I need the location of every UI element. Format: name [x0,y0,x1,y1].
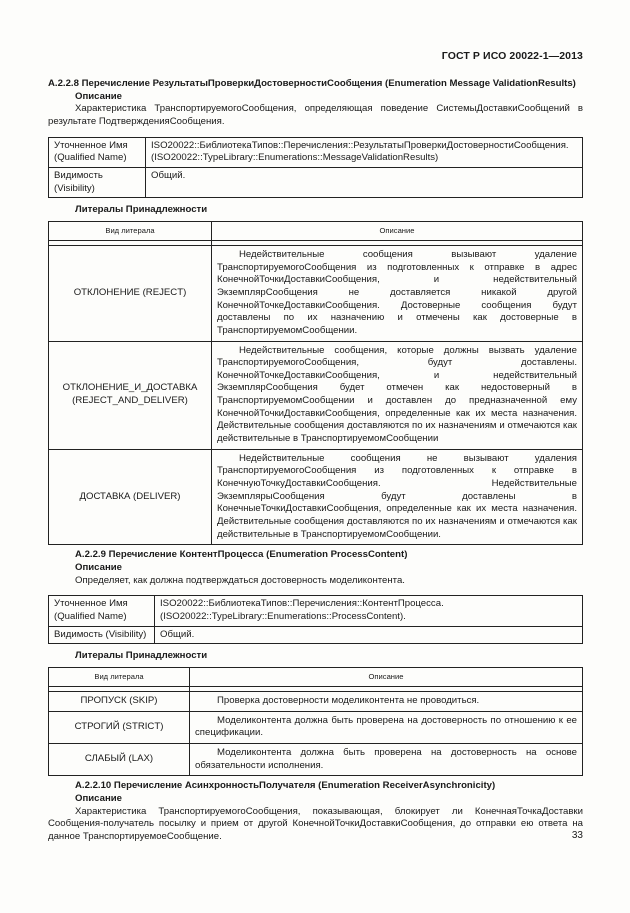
description-label: Описание [75,792,122,804]
literals-table [48,221,583,545]
literal-kind: ДОСТАВКА (DELIVER) [49,449,212,545]
page-content [48,78,583,844]
meta-key: Видимость (Visibility) [49,626,155,644]
section-title: A.2.2.9 Перечисление КонтентПроцесса (Enumeration ProcessContent) [75,549,408,561]
description-text: Характеристика ТранспортируемогоСообщения, определяющая поведение СистемыДоставкиСообщений в результате ПодтвержденияСообщения. [48,103,583,127]
literals-title: Литералы Принадлежности [75,650,208,662]
table-row [49,743,583,775]
literal-kind: ОТКЛОНЕНИЕ (REJECT) [49,245,212,341]
meta-key: Уточненное Имя (Qualified Name) [49,596,155,626]
table-row [49,691,583,711]
literals-table [48,667,583,776]
literal-desc: Моделиконтента должна быть проверена на достоверность по отношению к ее спецификации. [190,711,583,743]
column-header: Описание [190,667,583,686]
meta-row [49,596,583,626]
meta-row [49,137,583,167]
section-title: A.2.2.10 Перечисление АсинхронностьПолучателя (Enumeration ReceiverAsynchronicity) [75,780,496,792]
meta-table [48,595,583,644]
meta-key: Видимость (Visibility) [49,167,146,197]
table-row [49,711,583,743]
meta-value: ISO20022::БиблиотекаТипов::Перечисления::КонтентПроцесса. (ISO20022::TypeLibrary::Enumerations::ProcessContent). [155,596,583,626]
meta-value: ISO20022::БиблиотекаТипов::Перечисления::РезультатыПроверкиДостоверностиСообщения. (ISO20022::TypeLibrary::Enumerations::MessageValidationResults) [146,137,583,167]
table-row [49,341,583,449]
meta-table [48,137,583,199]
literal-desc: Проверка достоверности моделиконтента не проводиться. [190,691,583,711]
literal-kind: ОТКЛОНЕНИЕ_И_ДОСТАВКА (REJECT_AND_DELIVER) [49,341,212,449]
description-label: Описание [75,90,122,102]
literal-desc: Моделиконтента должна быть проверена на достоверность на основе обязательности исполнения. [190,743,583,775]
column-header: Описание [212,221,583,240]
description-label: Описание [75,562,122,574]
column-header: Вид литерала [49,667,190,686]
meta-row [49,167,583,197]
description-text: Определяет, как должна подтверждаться достоверность моделиконтента. [75,574,405,586]
meta-value: Общий. [155,626,583,644]
description-text: Характеристика ТранспортируемогоСообщения, показывающая, блокирует ли КонечнаяТочкаДоставки Сообщения-получатель посылку и прием от другой КонечнойТочкиДоставкиСообщения, до отправки ею ответа на данное ТранспортируемоеСообщение. [48,805,583,842]
literal-kind: ПРОПУСК (SKIP) [49,691,190,711]
literal-desc: Недействительные сообщения не вызывают удаления ТранспортируемогоСообщения из подготовленных к отправке в КонечнуюТочкуДоставкиСообщения. Недействительные ЭкземплярыСообщения будут доставлены в КонечныеТочкиДоставкиСообщения, определенные как их места назначения. Действительные сообщения доставляются по их назначениям и отмечаются как действительные в ТранспортируемомСообщении. [212,449,583,545]
table-row [49,245,583,341]
page-number: 33 [571,830,583,841]
page-header: ГОСТ Р ИСО 20022-1—2013 [441,50,583,62]
section-title: A.2.2.8 Перечисление РезультатыПроверкиДостоверностиСообщения (Enumeration Message ValidationResults) [48,78,576,89]
meta-key: Уточненное Имя (Qualified Name) [49,137,146,167]
column-header: Вид литерала [49,221,212,240]
meta-row [49,626,583,644]
literal-kind: СЛАБЫЙ (LAX) [49,743,190,775]
meta-value: Общий. [146,167,583,197]
literals-header-row [49,667,583,686]
literal-kind: СТРОГИЙ (STRICT) [49,711,190,743]
table-row [49,449,583,545]
literals-title: Литералы Принадлежности [75,204,208,216]
literal-desc: Недействительные сообщения, которые должны вызвать удаление ТранспортируемогоСообщения, будут доставлены. КонечнойТочкеДоставкиСообщения, и недействительный ЭкземплярСообщения будет отмечен как недостоверный в ТранспортируемомСообщении и доставлен до предназначенной ему КонечнойТочкиДоставкиСообщения, определенные как их места назначения. Действительные сообщения доставляются по их назначениям и отмечаются как действительные в ТранспортируемомСообщении [212,341,583,449]
literals-header-row [49,221,583,240]
literal-desc: Недействительные сообщения вызывают удаление ТранспортируемогоСообщения из подготовленных к отправке в адрес КонечнойТочкиДоставкиСообщения, и недействительный ЭкземплярСообщения не доставляется никакой другой КонечнойТочкеДоставкиСообщения. Достоверные сообщения будут доставлены по их назначению и отмечены как достоверные в ТранспортируемомСообщении. [212,245,583,341]
